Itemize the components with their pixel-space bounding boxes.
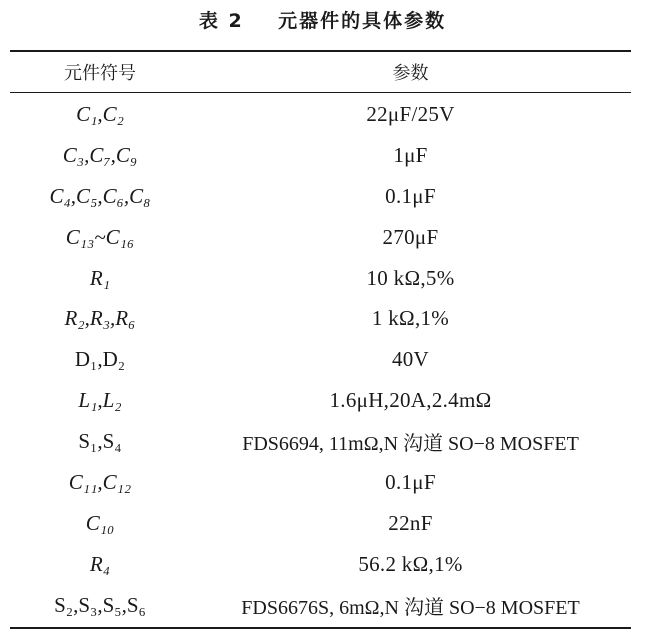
table-row (10, 380, 631, 421)
parameter-cell: 1μF (393, 142, 428, 167)
component-symbol-cell: C₁₀ (85, 510, 115, 535)
table-row (10, 94, 631, 135)
table-row (10, 503, 631, 544)
component-symbol-cell: C₁,C₂ (76, 101, 124, 126)
component-symbol-cell: L₁,L₂ (78, 388, 122, 413)
parameter-cell: FDS6694, 11mΩ,N 沟道 SO−8 MOSFET (242, 433, 579, 456)
header-parameter: 参数 (392, 63, 429, 84)
parameter-cell: 22nF (388, 510, 433, 535)
parameter-cell: 0.1μF (385, 183, 436, 208)
parameter-cell: 0.1μF (385, 469, 436, 494)
component-symbol-cell: D₁,D₂ (74, 347, 126, 372)
table-row (10, 135, 631, 176)
parameter-cell: 10 kΩ,5% (366, 265, 455, 290)
component-symbol-cell: S₁,S₄ (78, 429, 122, 454)
table-row (10, 585, 631, 626)
table-row (10, 462, 631, 503)
component-symbol-cell: C₃,C₇,C₉ (62, 142, 138, 167)
table-row (10, 217, 631, 258)
table-bottom-rule (10, 627, 631, 629)
table-row (10, 421, 631, 462)
table-body (10, 94, 631, 626)
parameter-cell: 22μF/25V (366, 101, 455, 126)
parameter-cell: 270μF (382, 224, 439, 249)
component-symbol-cell: R₂,R₃,R₆ (64, 306, 136, 331)
parameter-cell: 40V (391, 347, 430, 372)
table-header-rule (10, 92, 631, 93)
table-header-row (10, 52, 631, 92)
table-row (10, 339, 631, 380)
component-symbol-cell: C₁₃~C₁₆ (65, 224, 135, 249)
parameter-cell: 56.2 kΩ,1% (358, 551, 463, 576)
component-symbol-cell: C₁₁,C₁₂ (68, 469, 132, 494)
component-symbol-cell: C₄,C₅,C₆,C₈ (49, 183, 151, 208)
table-row (10, 544, 631, 585)
table-row (10, 258, 631, 299)
parameter-cell: 1 kΩ,1% (371, 306, 450, 331)
component-symbol-cell: R₄ (89, 551, 111, 576)
header-component-symbol: 元件符号 (64, 63, 136, 84)
parameter-cell: FDS6676S, 6mΩ,N 沟道 SO−8 MOSFET (241, 596, 580, 619)
parameter-cell: 1.6μH,20A,2.4mΩ (329, 388, 492, 413)
component-symbol-cell: S₂,S₃,S₅,S₆ (54, 592, 146, 617)
table-caption: 表 2 元器件的具体参数 (198, 10, 447, 32)
component-symbol-cell: R₁ (89, 265, 111, 290)
table-row (10, 298, 631, 339)
table-row (10, 176, 631, 217)
